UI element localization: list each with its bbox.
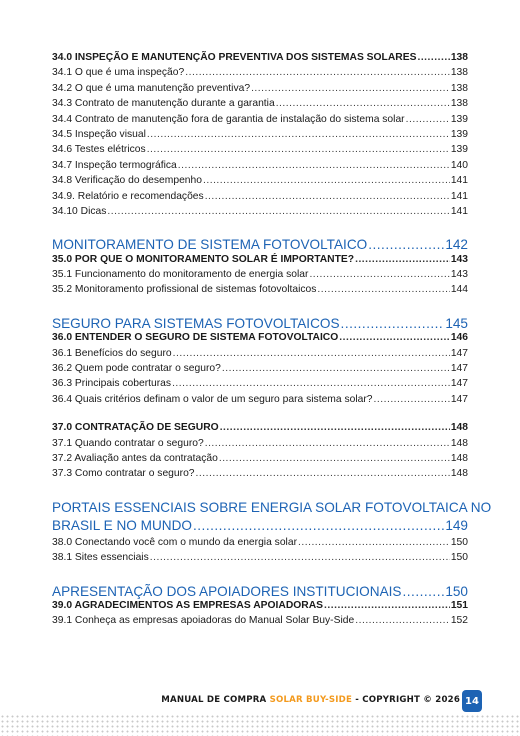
toc-entry[interactable] [52,142,468,157]
toc-entry[interactable] [52,252,468,267]
toc-entry-label: 34.1 O que é uma inspeção? [52,67,185,79]
toc-entry-label: 36.3 Principais coberturas [52,378,172,390]
toc-entry[interactable] [52,50,468,65]
toc-chapter-heading[interactable] [52,315,468,330]
toc-entry-page: 138 [450,82,468,94]
toc-entry-page: 150 [450,552,468,564]
leader-dots [172,376,450,391]
toc-entry-label: 34.2 O que é uma manutenção preventiva? [52,82,251,94]
toc-entry-page: 139 [450,144,468,156]
toc-entry-label: 39.1 Conheça as empresas apoiadoras do Manual Solar Buy-Side [52,615,355,627]
toc-section-apoiadores [52,583,468,629]
toc-entry-label: 37.0 CONTRATAÇÃO DE SEGURO [52,422,219,434]
toc-chapter-title: MONITORAMENTO DE SISTEMA FOTOVOLTAICO [52,237,368,253]
toc-entry[interactable] [52,112,468,127]
toc-chapter-title: APRESENTAÇÃO DOS APOIADORES INSTITUCIONAIS [52,583,402,599]
leader-dots [107,204,449,219]
toc-entry[interactable] [52,158,468,173]
leader-dots [205,189,450,204]
leader-dots [196,466,450,481]
toc-entry[interactable] [52,361,468,376]
leader-dots [150,550,450,565]
toc-entry-label: 38.1 Sites essenciais [52,552,149,564]
toc-entry-page: 148 [450,452,468,464]
toc-entry-label: 36.0 ENTENDER O SEGURO DE SISTEMA FOTOVOLTAICO [52,332,339,344]
toc-chapter-page: 142 [445,237,468,253]
toc-chapter-title-line2: BRASIL E NO MUNDO [52,517,192,533]
toc-entry[interactable] [52,204,468,219]
toc-entry[interactable] [52,173,468,188]
footer-brand: SOLAR BUY-SIDE [269,695,353,705]
leader-dots [185,65,450,80]
toc-chapter-title-line1: PORTAIS ESSENCIAIS SOBRE ENERGIA SOLAR FOTOVOLTAICA NO [52,499,492,515]
table-of-contents [52,50,492,629]
toc-entry[interactable] [52,346,468,361]
leader-dots [219,451,450,466]
toc-entry-label: 36.2 Quem pode contratar o seguro? [52,363,221,375]
toc-entry[interactable] [52,550,468,565]
toc-entry-label: 34.5 Inspeção visual [52,128,146,140]
toc-entry[interactable] [52,65,468,80]
toc-entry[interactable] [52,436,468,451]
leader-dots [205,436,450,451]
leader-dots [193,517,444,535]
toc-chapter-page: 150 [445,583,468,599]
toc-entry-page: 148 [450,468,468,480]
toc-entry-page: 147 [450,347,468,359]
toc-entry-label: 35.0 POR QUE O MONITORAMENTO SOLAR É IMPORTANTE? [52,253,355,265]
leader-dots [417,50,449,65]
toc-entry-label: 37.3 Como contratar o seguro? [52,468,195,480]
toc-section-contratacao [52,407,468,482]
toc-entry-label: 34.10 Dicas [52,205,107,217]
toc-entry-page: 146 [450,332,468,344]
page-number-badge: 14 [462,690,482,712]
footer-prefix: MANUAL DE COMPRA [161,695,270,705]
leader-dots [339,330,450,345]
leader-dots [203,173,450,188]
toc-entry-label: 34.7 Inspeção termográfica [52,159,177,171]
toc-entry[interactable] [52,189,468,204]
toc-entry-page: 139 [450,113,468,125]
toc-entry[interactable] [52,451,468,466]
toc-entry[interactable] [52,282,468,297]
leader-dots [298,535,450,550]
toc-entry-label: 37.2 Avaliação antes da contratação [52,452,218,464]
toc-entry[interactable] [52,81,468,96]
toc-entry-page: 141 [450,175,468,187]
toc-entry[interactable] [52,267,468,282]
toc-entry[interactable] [52,466,468,481]
toc-chapter-title: SEGURO PARA SISTEMAS FOTOVOLTAICOS [52,315,340,331]
leader-dots [317,282,449,297]
toc-entry-label: 35.2 Monitoramento profissional de sistemas fotovoltaicos [52,284,317,296]
toc-entry-label: 34.4 Contrato de manutenção fora de garantia de instalação do sistema solar [52,113,405,125]
toc-section-portais [52,499,492,566]
toc-chapter-heading[interactable] [52,236,468,251]
leader-dots [309,267,449,282]
toc-entry[interactable] [52,376,468,391]
leader-dots [173,346,450,361]
toc-entry-label: 36.1 Benefícios do seguro [52,347,172,359]
toc-entry-page: 151 [450,599,468,611]
toc-entry[interactable] [52,96,468,111]
toc-entry[interactable] [52,127,468,142]
leader-dots [251,81,450,96]
toc-entry-label: 37.1 Quando contratar o seguro? [52,437,204,449]
toc-entry-page: 150 [450,536,468,548]
toc-chapter-heading[interactable] [52,583,468,598]
toc-entry-page: 147 [450,393,468,405]
toc-entry-page: 138 [450,52,468,63]
toc-section-monitoramento [52,236,468,298]
toc-section-34 [52,50,468,219]
toc-entry-page: 147 [450,363,468,375]
leader-dots [147,142,450,157]
decorative-dot-pattern [0,714,520,736]
toc-entry-page: 138 [450,98,468,110]
toc-entry[interactable] [52,613,468,628]
toc-entry-page: 140 [450,159,468,171]
leader-dots [374,392,450,407]
footer-suffix: - COPYRIGHT © 2026 [352,695,460,705]
section-spacer [52,407,468,420]
leader-dots [178,158,450,173]
toc-entry[interactable] [52,392,468,407]
page-footer [0,690,520,712]
leader-dots [276,96,450,111]
toc-entry-page: 148 [450,437,468,449]
toc-entry-label: 38.0 Conectando você com o mundo da energia solar [52,536,297,548]
leader-dots [147,127,450,142]
toc-entry-page: 152 [450,615,468,627]
toc-chapter-page: 149 [445,517,468,533]
toc-entry-label: 34.9. Relatório e recomendações [52,190,204,202]
toc-entry-page: 138 [450,67,468,79]
toc-entry[interactable] [52,420,468,435]
toc-entry-label: 36.4 Quais critérios definam o valor de um seguro para sistema solar? [52,393,373,405]
toc-entry-label: 34.6 Testes elétricos [52,144,146,156]
toc-entry-page: 141 [450,205,468,217]
toc-entry[interactable] [52,535,468,550]
toc-entry-label: 39.0 AGRADECIMENTOS AS EMPRESAS APOIADORAS [52,599,324,611]
toc-entry-label: 34.8 Verificação do desempenho [52,175,202,187]
toc-entry-label: 34.3 Contrato de manutenção durante a garantia [52,98,275,110]
leader-dots [406,112,450,127]
toc-entry-label: 35.1 Funcionamento do monitoramento de energia solar [52,269,309,281]
toc-entry-page: 141 [450,190,468,202]
toc-entry-page: 148 [450,422,468,434]
toc-entry[interactable] [52,330,468,345]
toc-entry-page: 139 [450,128,468,140]
leader-dots [324,598,450,613]
toc-entry-page: 147 [450,378,468,390]
toc-section-seguro [52,315,468,407]
leader-dots [220,420,450,435]
leader-dots [355,613,450,628]
leader-dots [222,361,450,376]
toc-chapter-page: 145 [445,315,468,331]
toc-chapter-heading[interactable] [52,499,492,535]
footer-copyright [161,695,460,705]
toc-entry-label: 34.0 INSPEÇÃO E MANUTENÇÃO PREVENTIVA DOS SISTEMAS SOLARES [52,52,417,63]
toc-entry-page: 143 [450,269,468,281]
toc-entry-page: 143 [450,253,468,265]
toc-entry-page: 144 [450,284,468,296]
leader-dots [355,252,450,267]
toc-entry[interactable] [52,598,468,613]
